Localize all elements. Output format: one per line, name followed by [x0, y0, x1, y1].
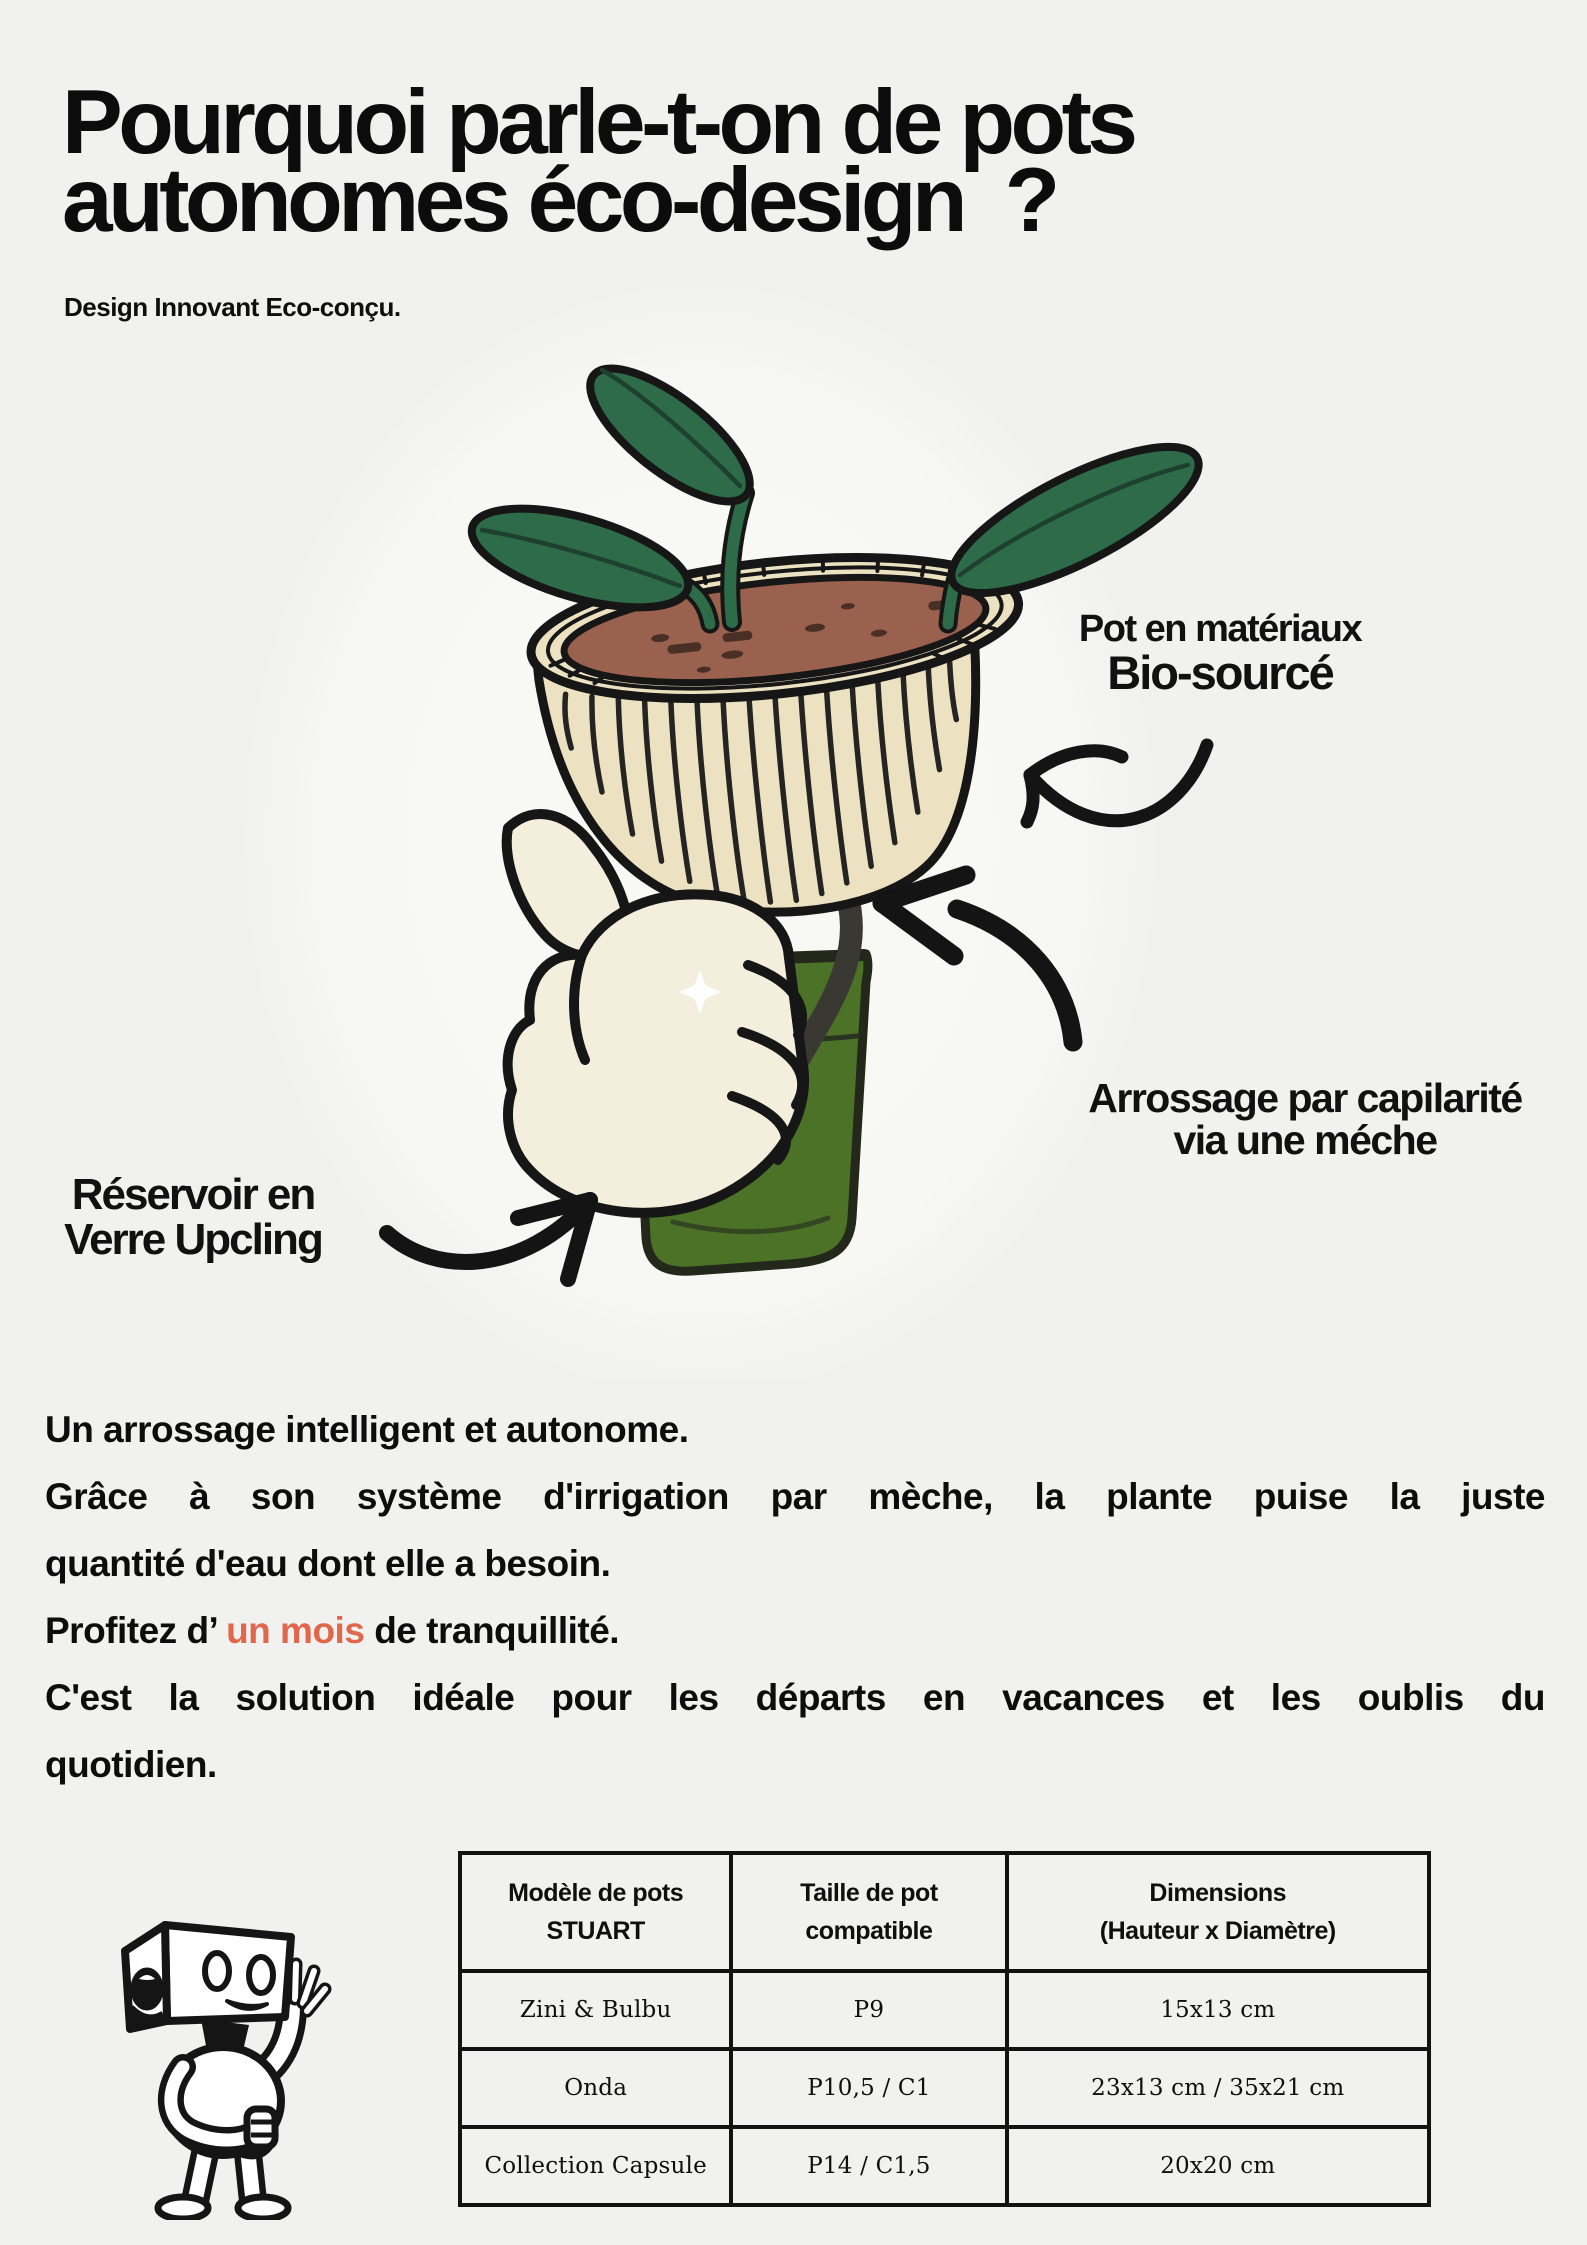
page-subtitle: Design Innovant Eco-conçu. [64, 292, 401, 322]
cell-size: P14 / C1,5 [731, 2127, 1006, 2205]
body-line-3: quantité d'eau dont elle a besoin. [45, 1543, 611, 1584]
col-header-dimensions-line1: Dimensions [1149, 1879, 1287, 1907]
body-line-4-accent: un mois [226, 1610, 365, 1651]
callout-reservoir [48, 1172, 338, 1262]
col-header-size [731, 1853, 1006, 1971]
callout-pot-line1: Pot en matériaux [1078, 608, 1362, 650]
callout-reservoir-line2: Verre Upcling [64, 1215, 322, 1264]
page-title-line2: autonomes éco-design ? [62, 150, 1056, 251]
body-line-1: Un arrossage intelligent et autonome. [45, 1409, 689, 1450]
col-header-model [460, 1853, 731, 1971]
mascot-body [165, 2047, 281, 2159]
table-row [460, 2049, 1429, 2127]
pot-spec-table [458, 1851, 1431, 2207]
page-title [62, 72, 1134, 251]
col-header-size-line1: Taille de pot [800, 1879, 938, 1907]
callout-pot-line2: Bio-sourcé [1107, 646, 1333, 699]
cell-dimensions: 15x13 cm [1007, 1971, 1430, 2049]
cell-dimensions: 20x20 cm [1007, 2127, 1430, 2205]
col-header-dimensions-line2: (Hauteur x Diamètre) [1099, 1917, 1336, 1945]
callout-pot-material [1050, 608, 1390, 699]
callout-wick-line1: Arrossage par capilarité [1088, 1075, 1522, 1121]
cell-size: P10,5 / C1 [731, 2049, 1006, 2127]
table-row [460, 1971, 1429, 2049]
eco-pot-illustration [230, 230, 1480, 1380]
col-header-model-line1: Modèle de pots [508, 1879, 684, 1907]
cell-size: P9 [731, 1971, 1006, 2049]
cell-model: Zini & Bulbu [460, 1971, 731, 2049]
mascot-head [125, 1925, 291, 2029]
callout-wick-watering [1040, 1075, 1570, 1163]
robot-mascot [95, 1908, 335, 2220]
col-header-model-line2: STUART [546, 1917, 645, 1945]
cell-model: Collection Capsule [460, 2127, 731, 2205]
callout-wick-line2: via une méche [1173, 1117, 1437, 1163]
body-line-4 [45, 1597, 1545, 1664]
cell-model: Onda [460, 2049, 731, 2127]
callout-reservoir-line1: Réservoir en [71, 1170, 315, 1219]
col-header-dimensions [1007, 1853, 1430, 1971]
body-line-2: Grâce à son système d'irrigation par mèche, la plante puise la juste [45, 1476, 1545, 1517]
table-header-row [460, 1853, 1429, 1971]
col-header-size-line2: compatible [805, 1917, 933, 1945]
page-title-line1: Pourquoi parle-t-on de pots [62, 72, 1134, 173]
body-line-4-pre: Profitez d’ [45, 1610, 227, 1651]
body-line-5: C'est la solution idéale pour les départs en vacances et les oublis du [45, 1677, 1545, 1718]
table-row [460, 2127, 1429, 2205]
body-line-6: quotidien. [45, 1744, 217, 1785]
cell-dimensions: 23x13 cm / 35x21 cm [1007, 2049, 1430, 2127]
body-line-4-post: de tranquillité. [364, 1610, 620, 1651]
body-copy [45, 1396, 1545, 1798]
